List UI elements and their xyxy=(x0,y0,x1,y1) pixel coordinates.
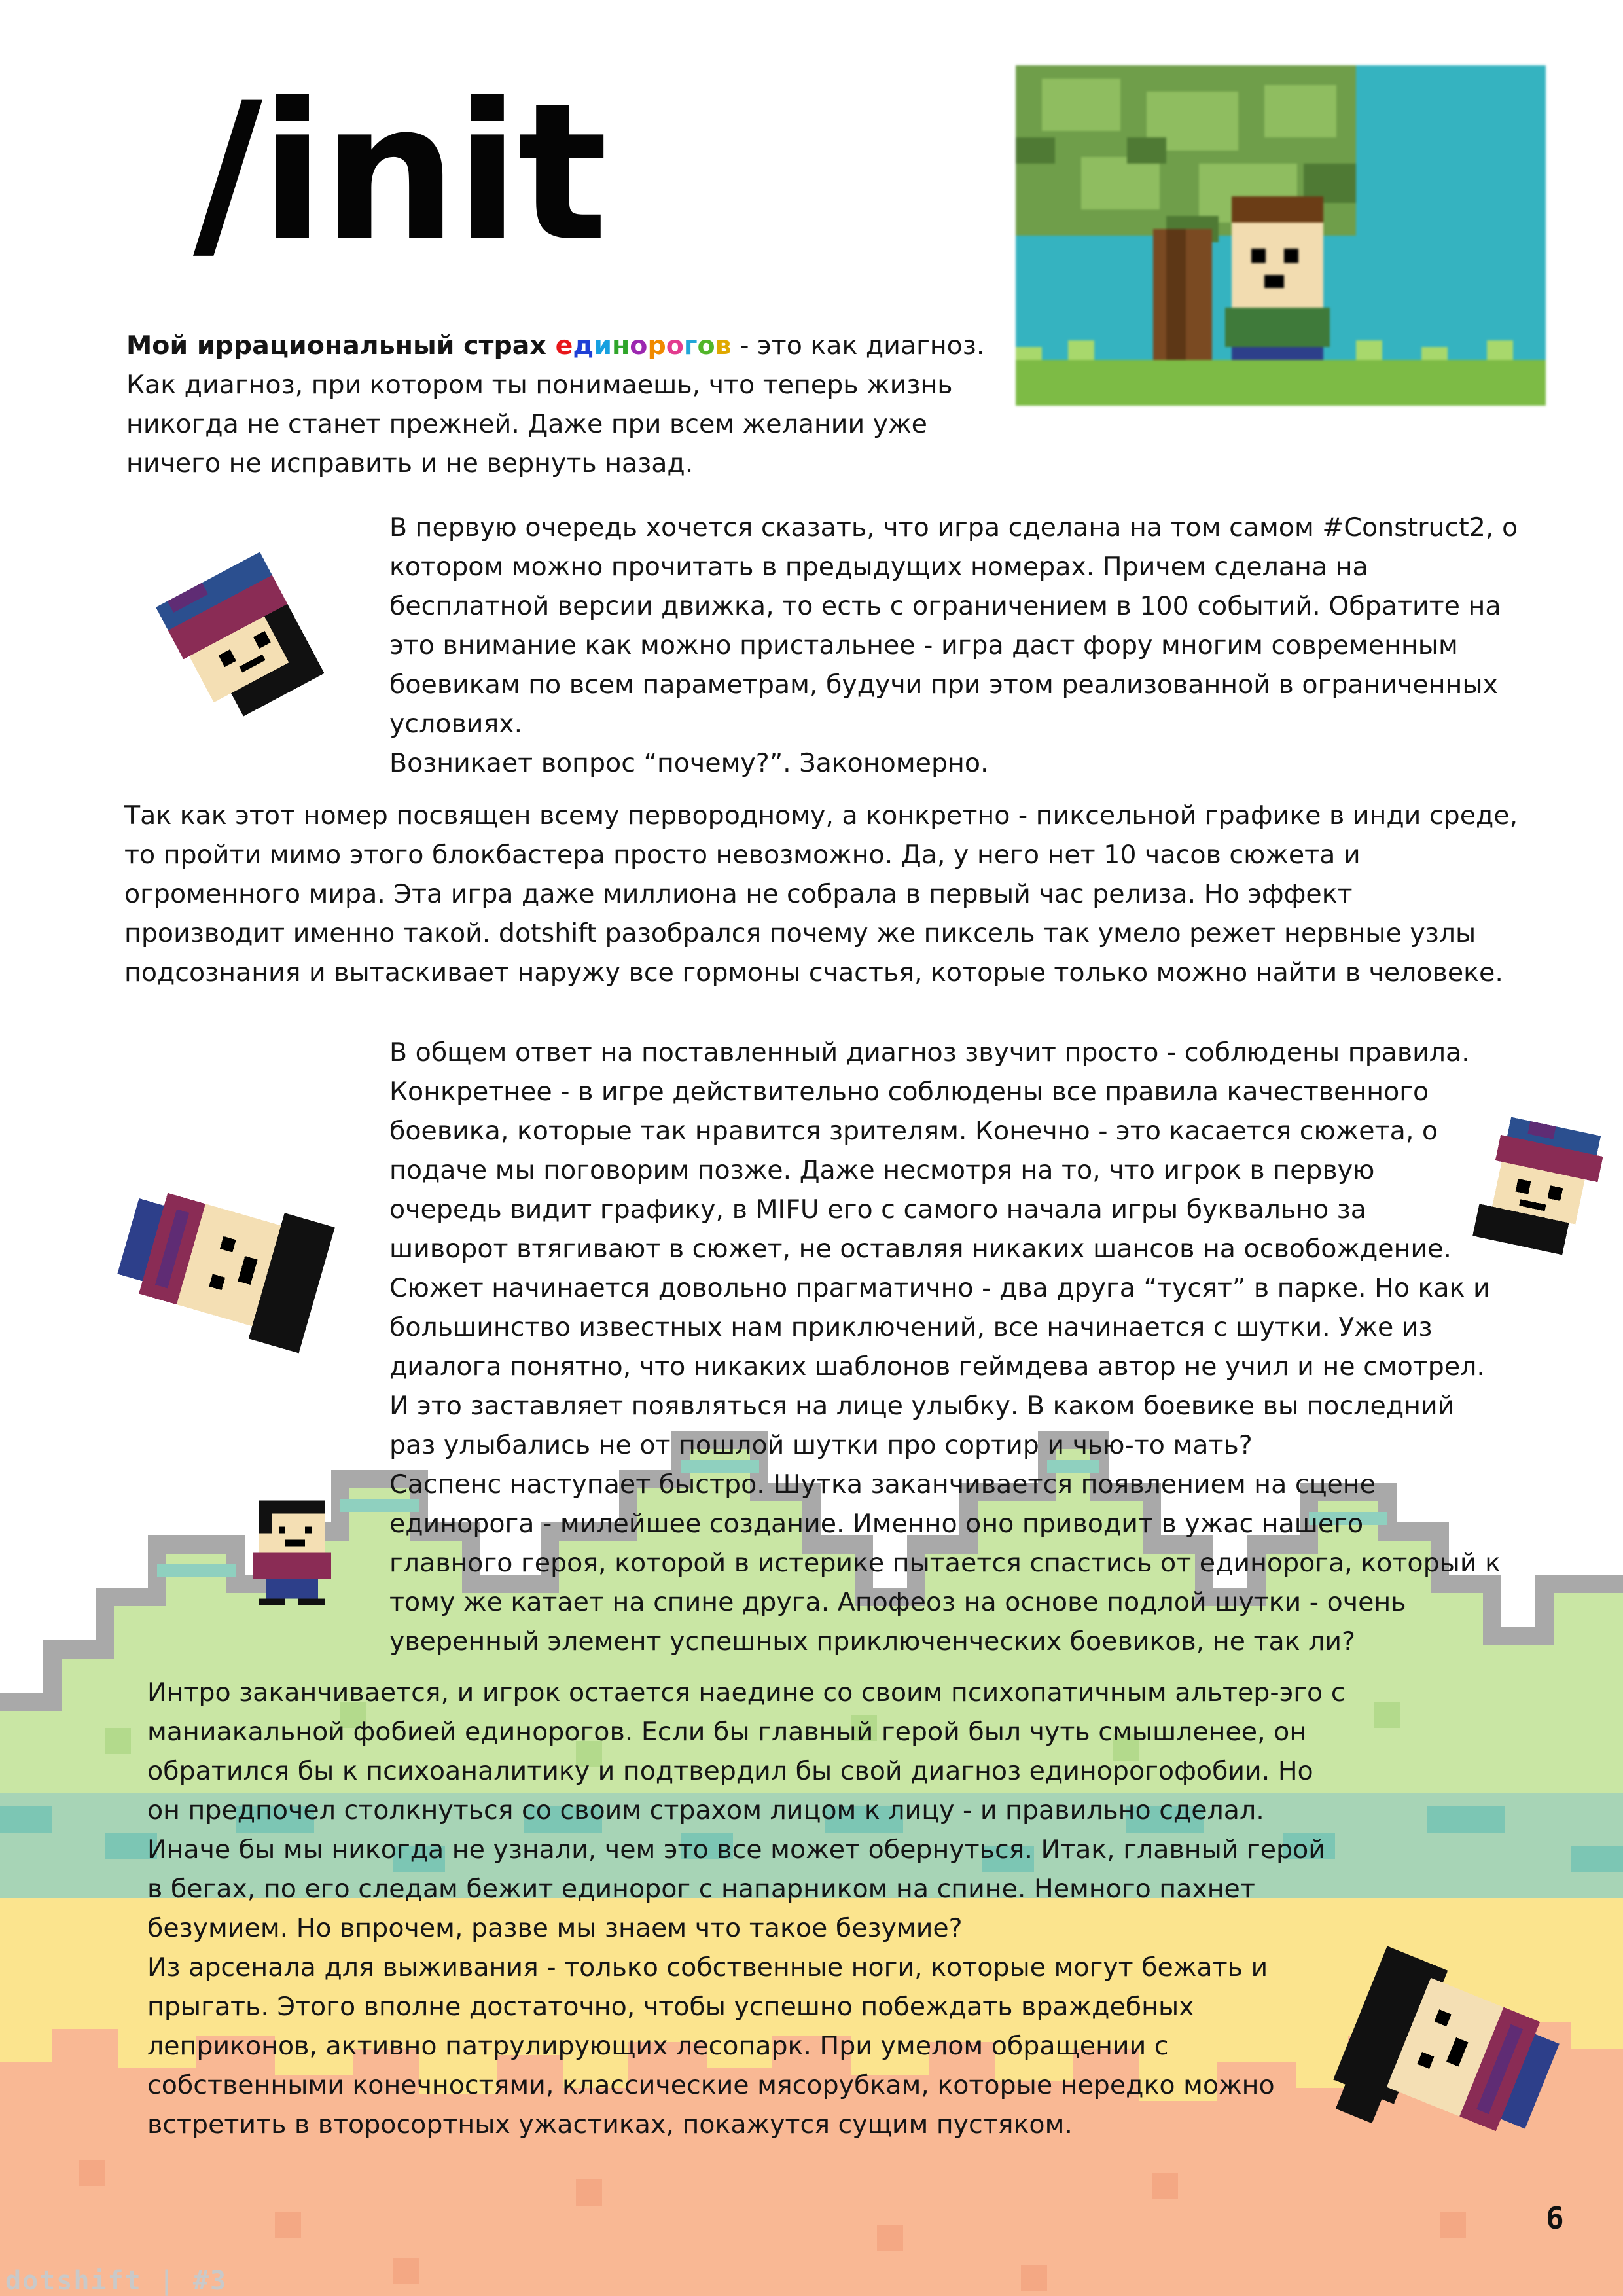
text-line: Саспенс наступает быстро. Шутка заканчивается появлением на сцене xyxy=(389,1469,1376,1499)
text-line: очередь видит графику, в MIFU его с самого начала игры буквально за xyxy=(389,1194,1366,1225)
pixel-tree-screenshot xyxy=(1016,65,1546,406)
text-line: В первую очередь хочется сказать, что игра сделана на том самом #Construct2, о xyxy=(389,512,1518,543)
page-number: 6 xyxy=(1546,2200,1564,2236)
text-line: большинство известных нам приключений, все начинается с шутки. Уже из xyxy=(389,1312,1433,1342)
text-line: И это заставляет появляться на лице улыбку. В каком боевике вы последний xyxy=(389,1391,1455,1421)
intro-line: ничего не исправить и не вернуть назад. xyxy=(126,448,694,478)
text-line: В общем ответ на поставленный диагноз звучит просто - соблюдены правила. xyxy=(389,1037,1470,1067)
intro-paragraph xyxy=(126,326,985,483)
text-line: огроменного мира. Эта игра даже миллиона не собрала в первый час релиза. Но эффект xyxy=(124,879,1353,909)
text-line: бесплатной версии движка, то есть с ограничением в 100 событий. Обратите на xyxy=(389,591,1501,621)
text-line: прыгать. Этого вполне достаточно, чтобы успешно побеждать враждебных xyxy=(147,1992,1194,2022)
text-line: Конкретнее - в игре действительно соблюдены все правила качественного xyxy=(389,1077,1429,1107)
intro-line: никогда не станет прежней. Даже при всем желании уже xyxy=(126,409,927,439)
text-line: условиях. xyxy=(389,709,523,739)
text-line: то пройти мимо этого блокбастера просто невозможно. Да, у него нет 10 часов сюжета и xyxy=(124,840,1361,870)
text-line: боевикам по всем параметрам, будучи при этом реализованной в ограниченных xyxy=(389,670,1498,700)
page-title: /init xyxy=(193,63,605,283)
rainbow-word: единорогов xyxy=(555,331,732,361)
text-line: Сюжет начинается довольно прагматично - два друга “тусят” в парке. Но как и xyxy=(389,1273,1490,1303)
text-line: леприконов, активно патрулирующих лесопарк. При умелом обращении с xyxy=(147,2031,1169,2061)
text-line: он предпочел столкнуться со своим страхом лицом к лицу - и правильно сделал. xyxy=(147,1795,1264,1825)
paragraph-pixel-graphics xyxy=(124,796,1551,992)
paragraph-rules xyxy=(389,1033,1541,1661)
text-line: это внимание как можно пристальнее - игра даст фору многим современным xyxy=(389,630,1458,660)
text-line: диалога понятно, что никаких шаблонов геймдева автор не учил и не смотрел. xyxy=(389,1352,1485,1382)
text-line: Так как этот номер посвящен всему первородному, а конкретно - пиксельной графике в инди среде, xyxy=(124,800,1518,831)
intro-first-tail: - это как диагноз. xyxy=(731,331,985,361)
paragraph-intro-ends xyxy=(147,1673,1364,2144)
magazine-footer: dotshift | #3 xyxy=(5,2266,228,2296)
text-line: шиворот втягивают в сюжет, не оставляя никаких шансов на освобождение. xyxy=(389,1234,1452,1264)
text-line: главного героя, которой в истерике пытается спастись от единорога, который к xyxy=(389,1548,1501,1578)
text-line: производит именно такой. dotshift разобрался почему же пиксель так умело режет нервные узлы xyxy=(124,918,1476,948)
text-line: встретить в второсортных ужастиках, покажутся сущим пустяком. xyxy=(147,2109,1073,2140)
text-line: Интро заканчивается, и игрок остается наедине со своим психопатичным альтер-эго с xyxy=(147,1677,1346,1708)
intro-lead: Мой иррациональный страх xyxy=(126,331,556,361)
text-line: маниакальной фобией единорогов. Если бы главный герой был чуть смышленее, он xyxy=(147,1717,1307,1747)
text-line: подсознания и вытаскивает наружу все гормоны счастья, которые только можно найти в человеке. xyxy=(124,958,1503,988)
paragraph-construct2 xyxy=(389,508,1541,783)
text-line: единорога - милейшее создание. Именно оно приводит в ужас нашего xyxy=(389,1509,1364,1539)
text-line: Из арсенала для выживания - только собственные ноги, которые могут бежать и xyxy=(147,1952,1268,1982)
text-line: тому же катает на спине друга. Апофеоз на основе подлой шутки - очень xyxy=(389,1587,1406,1617)
text-line: уверенный элемент успешных приключенческих боевиков, не так ли? xyxy=(389,1626,1356,1657)
text-line: Иначе бы мы никогда не узнали, чем это все может обернуться. Итак, главный герой xyxy=(147,1835,1325,1865)
text-line: Возникает вопрос “почему?”. Закономерно. xyxy=(389,748,989,778)
text-line: боевика, которые так нравится зрителям. Конечно - это касается сюжета, о xyxy=(389,1116,1438,1146)
text-line: обратился бы к психоаналитику и подтвердил бы свой диагноз единорогофобии. Но xyxy=(147,1756,1313,1786)
text-line: безумием. Но впрочем, разве мы знаем что такое безумие? xyxy=(147,1913,963,1943)
text-line: раз улыбались не от пошлой шутки про сортир и чью-то мать? xyxy=(389,1430,1253,1460)
text-line: котором можно прочитать в предыдущих номерах. Причем сделана на xyxy=(389,552,1368,582)
text-line: в бегах, по его следам бежит единорог с напарником на спине. Немного пахнет xyxy=(147,1874,1255,1904)
text-line: собственными конечностями, классические мясорубкам, которые нередко можно xyxy=(147,2070,1275,2100)
text-line: подаче мы поговорим позже. Даже несмотря на то, что игрок в первую xyxy=(389,1155,1375,1185)
intro-line: Как диагноз, при котором ты понимаешь, что теперь жизнь xyxy=(126,370,953,400)
hero-sprite-icon xyxy=(253,1499,331,1607)
